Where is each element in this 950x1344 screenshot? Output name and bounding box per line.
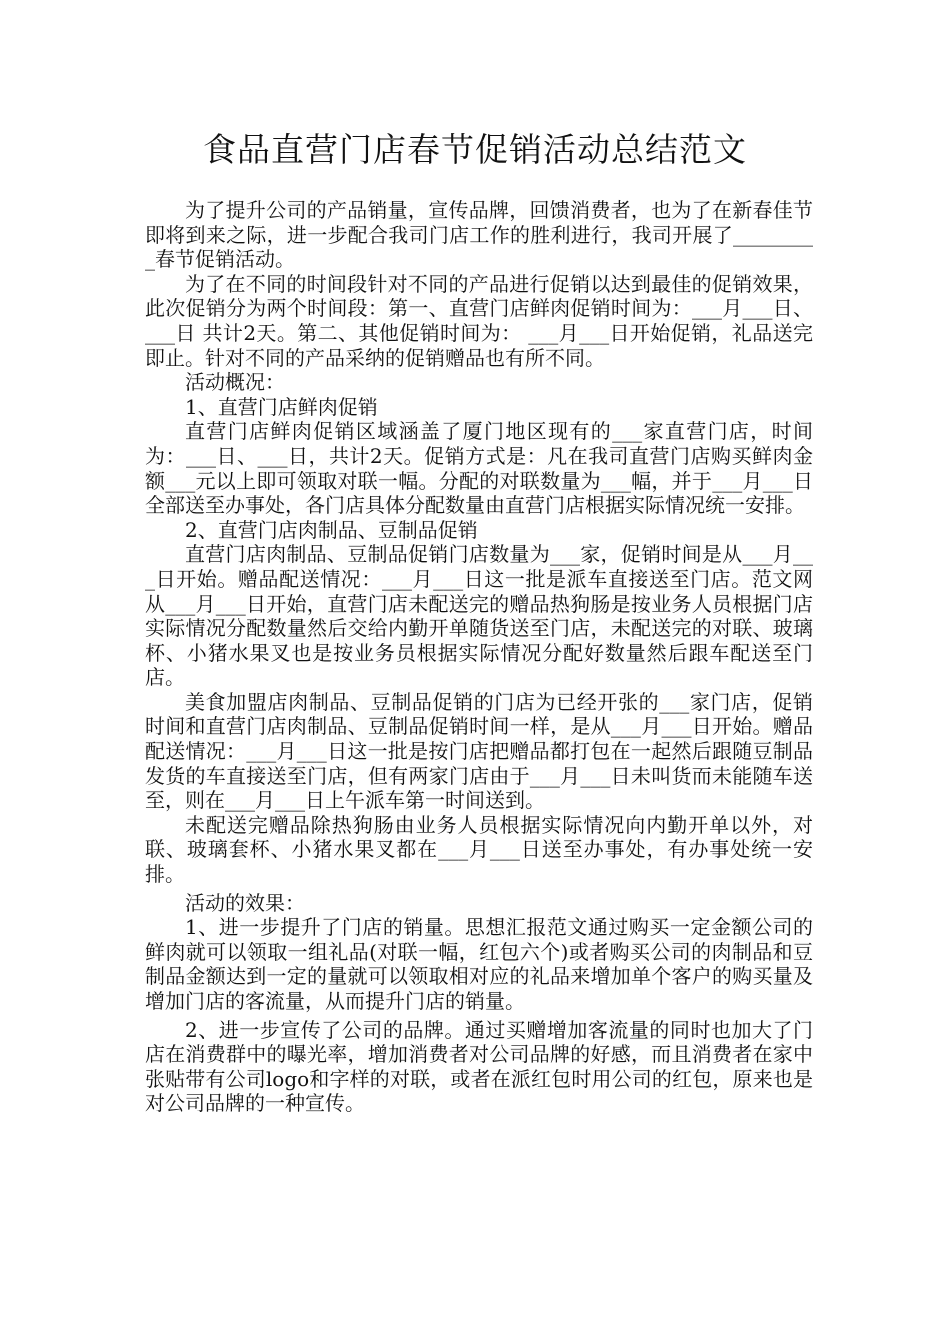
- paragraph-effect-sales: 1、进一步提升了门店的销量。思想汇报范文通过购买一定金额公司的鲜肉就可以领取一组礼品(对联一幅，红包六个)或者购买公司的肉制品和豆制品金额达到一定的量就可以领取相对应的礼品来增加单个客户的购买量及增加门店的客流量，从而提升门店的销量。: [145, 915, 813, 1013]
- paragraph-meat-products: 直营门店肉制品、豆制品促销门店数量为___家，促销时间是从___月___日开始。赠品配送情况：___月___日这一批是派车直接送至门店。范文网从___月___日开始，直营门店未配送完的赠品热狗肠是按业务人员根据门店实际情况分配数量然后交给内勤开单随货送至门店，未配送完的对联、玻璃杯、小猪水果叉也是按业务员根据实际情况分配好数量然后跟车配送至门店。: [145, 542, 813, 690]
- heading-effects: 活动的效果：: [185, 890, 305, 915]
- document-title: 食品直营门店春节促销活动总结范文: [203, 130, 747, 169]
- paragraph-intro: 为了提升公司的产品销量，宣传品牌，回馈消费者，也为了在新春佳节即将到来之际，进一步配合我司门店工作的胜利进行，我司开展了_________春节促销活动。: [145, 198, 813, 272]
- heading-fresh-meat: 1、直营门店鲜肉促销: [185, 394, 378, 419]
- paragraph-effect-brand: 2、进一步宣传了公司的品牌。通过买赠增加客流量的同时也加大了门店在消费群中的曝光率，增加消费者对公司品牌的好感，而且消费者在家中张贴带有公司logo和字样的对联，或者在派红包时用公司的红包，原来也是对公司品牌的一种宣传。: [145, 1017, 813, 1116]
- heading-overview: 活动概况：: [185, 370, 285, 395]
- paragraph-fresh-meat: 直营门店鲜肉促销区域涵盖了厦门地区现有的___家直营门店，时间为：___日、___日，共计2天。促销方式是：凡在我司直营门店购买鲜肉金额___元以上即可领取对联一幅。分配的对联数量为___幅，并于___月___日全部送至办事处，各门店具体分配数量由直营门店根据实际情况统一安排。: [145, 419, 813, 518]
- heading-meat-products: 2、直营门店肉制品、豆制品促销: [185, 517, 478, 542]
- paragraph-franchise: 美食加盟店肉制品、豆制品促销的门店为已经开张的___家门店，促销时间和直营门店肉制品、豆制品促销时间一样，是从___月___日开始。赠品配送情况：___月___日这一批是按门店把赠品都打包在一起然后跟随豆制品发货的车直接送至门店，但有两家门店由于___月___日未叫货而未能随车送至，则在___月___日上午派车第一时间送到。: [145, 689, 813, 813]
- paragraph-periods: 为了在不同的时间段针对不同的产品进行促销以达到最佳的促销效果，此次促销分为两个时间段：第一、直营门店鲜肉促销时间为：___月___日、___日 共计2天。第二、其他促销时间为： ___月___日开始促销，礼品送完即止。针对不同的产品采纳的促销赠品也有所不同。: [145, 271, 813, 370]
- document-body: [145, 198, 813, 1116]
- paragraph-undelivered-gifts: 未配送完赠品除热狗肠由业务人员根据实际情况向内勤开单以外，对联、玻璃套杯、小猪水果叉都在___月___日送至办事处，有办事处统一安排。: [145, 812, 813, 887]
